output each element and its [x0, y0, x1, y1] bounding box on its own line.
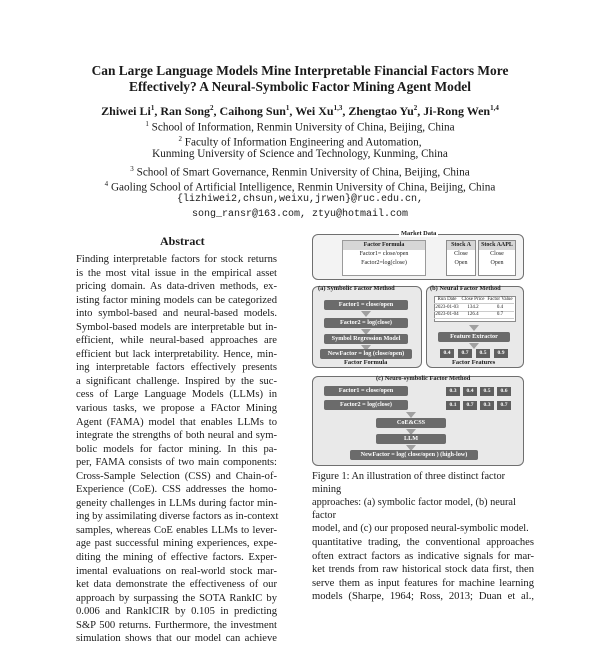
- figure-1: [306, 230, 534, 468]
- table-header: Close Price: [461, 297, 485, 302]
- symbolic-factor1: Factor1 = close/open: [324, 300, 408, 310]
- abstract-line: age past successful mining experiences, expe-: [76, 538, 277, 550]
- feature-value: 0.9: [494, 349, 508, 358]
- abstract-line: various tasks, we propose a FActor Mining: [76, 403, 277, 415]
- factor-value: 0.3: [480, 401, 494, 410]
- author-name: Caihong Sun: [219, 104, 286, 118]
- email: ztyu@hotmail.com: [312, 209, 409, 220]
- market-data-title: Market Data: [401, 230, 437, 237]
- stock-aapl-header: Stock AAPL: [479, 241, 515, 250]
- abstract-line: a significant challenge. Inspired by the suc-: [76, 375, 277, 387]
- neuro-factor2: Factor2 = log(close): [324, 400, 408, 410]
- abstract-line: 0.006 and RankICIR by 0.105 in predicting: [76, 606, 277, 618]
- abstract-line: isting factor mining models can be categorized: [76, 294, 277, 306]
- factor-value: 0.5: [480, 387, 494, 396]
- affiliation-sup: 1: [145, 120, 149, 128]
- body-line: often extract factors as indicative signals for mar-: [312, 550, 534, 562]
- stock-aapl-row: Close: [490, 251, 504, 257]
- caption-line: Figure 1: An illustration of three distinct factor mining: [312, 471, 506, 495]
- table-cell: 126.4: [460, 311, 486, 319]
- abstract-line: Cross-Sample Selection (CSS) and Chain-of-: [76, 470, 277, 482]
- body-line: models (Sharpe, 1964; Ross, 2013; Duan et al.,: [312, 591, 534, 603]
- email-line-2: song_ransr@163.com, ztyu@hotmail.com: [191, 209, 409, 220]
- stock-a-row: Close: [454, 251, 468, 257]
- author-sup: 1: [285, 104, 290, 112]
- abstract-heading: Abstract: [160, 234, 205, 248]
- author-sup: 2: [210, 104, 214, 112]
- table-cell: 0.4: [486, 304, 514, 312]
- affiliation-sup: 4: [104, 180, 109, 188]
- table-header: Factor Value: [487, 297, 513, 302]
- neuro-factor1: Factor1 = close/open: [324, 386, 408, 396]
- body-line: ket trends from raw historical stock data first, then: [312, 564, 534, 576]
- stock-a-row: Open: [454, 260, 468, 266]
- abstract-line: imental evaluations on real-world stock mar-: [76, 565, 277, 577]
- feature-value: 0.4: [440, 349, 454, 358]
- abstract-line: ing by assimilating diverse factors as in-context: [76, 511, 279, 523]
- stock-aapl-table: [478, 240, 516, 276]
- stock-aapl-row: Open: [490, 260, 504, 266]
- abstract-line: samples, whereas CoE enables LLMs to lever-: [76, 524, 277, 536]
- abstract-line: into symbol-based and neural-based models.: [76, 308, 277, 320]
- factor-value: 0.6: [497, 387, 511, 396]
- symbolic-new-factor: NewFactor = log (close/open): [320, 349, 412, 359]
- factor-value: 0.1: [446, 401, 460, 410]
- paper-title-line-1: Can Large Language Models Mine Interpretable Financial Factors More: [91, 63, 509, 78]
- factor-row: Factor2=log(close): [361, 260, 407, 266]
- caption-line: approaches: (a) symbolic factor model, (b) neural factor: [312, 497, 516, 521]
- factor-value: 0.4: [463, 387, 477, 396]
- abstract-line: geneity challenges in LLMs during factor min-: [76, 497, 277, 509]
- abstract-line: S&P 500 returns. Furthermore, the investment: [76, 619, 277, 631]
- author-sup: 1,3: [333, 104, 343, 112]
- factor-formula-header: Factor Formula: [343, 241, 425, 250]
- abstract-line: efficient, while neural-based approaches are: [76, 335, 277, 347]
- symbolic-panel-footer: Factor Formula: [344, 359, 388, 366]
- body-text: [312, 536, 534, 604]
- symbolic-panel-title: (a) Symbolic Factor Method: [318, 285, 395, 292]
- llm-module: LLM: [376, 434, 446, 444]
- feature-value: 0.7: [458, 349, 472, 358]
- affiliation: [30, 147, 570, 162]
- abstract-line: efficient but lack interpretability. Hence, min-: [76, 348, 277, 360]
- abstract-line: simulation shows that our model can achieve: [76, 633, 277, 645]
- table-cell: 134.2: [460, 304, 486, 312]
- abstract-line: Agent (FAMA) model that enables LLMs to: [76, 416, 277, 428]
- abstract-line: cess of Large Language Models (LLMs) in: [76, 389, 277, 401]
- factor-value: 0.7: [463, 401, 477, 410]
- author-name: Ji-Rong Wen: [423, 104, 491, 118]
- stock-a-header: Stock A: [447, 241, 475, 250]
- body-line: serve them as input features for machine learning: [312, 577, 534, 589]
- author-name: Zhiwei Li: [101, 104, 151, 118]
- table-cell: 0.7: [486, 311, 514, 319]
- author-list: Zhiwei Li$^1$, Ran Song$^2$, Caihong Sun$^1$, Wei Xu$^{1,3}$, Zhengtao Yu$^2$, Ji-Rong Wen$^{1,4}$: [101, 104, 499, 118]
- figure-caption: [312, 470, 534, 535]
- author-name: Wei Xu: [295, 104, 334, 118]
- coe-css-module: CoE&CSS: [376, 418, 446, 428]
- affiliation-sup: 2: [178, 135, 182, 143]
- neuro-symbolic-panel-title: (c) Neuro-symbolic Factor Method: [376, 375, 471, 382]
- abstract-line: ing interpretable factors effectively presents: [76, 362, 277, 374]
- feature-extractor: Feature Extractor: [438, 332, 510, 342]
- author-name: Zhengtao Yu: [348, 104, 414, 118]
- paper-title-line-2: Effectively? A Neural-Symbolic Factor Mining Agent Model: [129, 79, 471, 94]
- table-cell: 2023-01-03: [435, 305, 459, 310]
- arrow-down-icon: [469, 325, 479, 331]
- feature-value: 0.5: [476, 349, 490, 358]
- abstract-line: Finding interpretable factors for stock returns: [76, 254, 277, 265]
- affiliation-text: School of Smart Governance, Renmin University of China, Beijing, China: [136, 166, 470, 179]
- affiliation-text: School of Information, Renmin University of China, Beijing, China: [151, 121, 455, 134]
- abstract-line: pricing domain. As data-driven methods, ex-: [76, 281, 277, 293]
- author-name: Ran Song: [160, 104, 211, 118]
- neural-panel-title: (b) Neural Factor Method: [430, 285, 501, 292]
- factor-value: 0.7: [497, 401, 511, 410]
- factor-value: 0.3: [446, 387, 460, 396]
- email-line-1: {lizhiwei2,chsun,weixu,jrwen}@ruc.edu.cn,: [176, 194, 424, 205]
- author-sup: 2: [413, 104, 418, 112]
- author-sup: 1: [150, 104, 155, 112]
- caption-line: model, and (c) our proposed neural-symbolic model.: [312, 523, 529, 534]
- abstract-line: is the most vital issue in the empirical asset: [76, 267, 277, 279]
- arrow-down-icon: [361, 311, 371, 317]
- neuro-new-factor: NewFactor = log( close/open ) (high-low): [350, 450, 478, 460]
- abstract-line: diting the mining of effective factors. Exper-: [76, 552, 277, 564]
- symbolic-factor2: Factor2 = log(close): [324, 318, 408, 328]
- abstract-body: [76, 253, 277, 646]
- abstract-line: Symbol-based models are interpretable but in-: [76, 321, 277, 333]
- table-header: Run Date: [434, 296, 460, 304]
- affiliation-text: Gaoling School of Artificial Intelligence, Renmin University of China, Beijing, China: [110, 181, 496, 194]
- abstract-line: Experience (CoE). CSS addresses the homo-: [76, 484, 277, 496]
- email: song_ransr@163.com: [191, 209, 300, 220]
- affiliation-text: Kunming University of Science and Technology, Kunming, China: [152, 148, 448, 160]
- symbol-regression-model: Symbol Regression Model: [324, 334, 408, 344]
- factor-formula-table: [342, 240, 426, 276]
- body-line: quantitative trading, the conventional approaches: [312, 537, 534, 548]
- abstract-line: integrate the strengths of both neural and sym-: [76, 430, 277, 442]
- author-sup: 1,4: [490, 104, 499, 112]
- abstract-line: per, FAMA consists of two main components:: [76, 457, 277, 469]
- factor-row: Factor1= close/open: [359, 251, 409, 257]
- abstract-line: bolic models for factor mining. In this pa-: [76, 443, 277, 455]
- table-cell: 2023-01-04: [435, 312, 459, 317]
- stock-a-table: [446, 240, 476, 276]
- affiliation-text: Faculty of Information Engineering and Automation,: [184, 136, 422, 149]
- abstract-line: ket data demonstrate the effectiveness of our: [76, 579, 277, 591]
- abstract-line: approach by surpassing the SOTA RankIC by: [76, 592, 277, 604]
- neural-panel-footer: Factor Features: [452, 359, 496, 366]
- affiliation-sup: 3: [130, 165, 134, 173]
